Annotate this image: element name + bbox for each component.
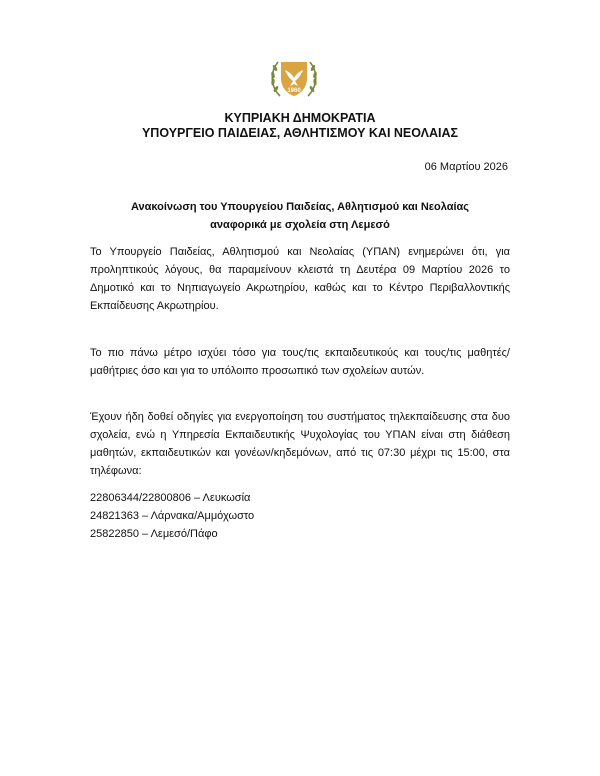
- header-ministry: ΥΠΟΥΡΓΕΙΟ ΠΑΙΔΕΙΑΣ, ΑΘΛΗΤΙΣΜΟΥ ΚΑΙ ΝΕΟΛΑΙΑΣ: [141, 126, 459, 140]
- subject-line-1: Ανακοίνωση του Υπουργείου Παιδείας, Αθλητισμού και Νεολαίας: [130, 201, 470, 213]
- document-date: 06 Μαρτίου 2026: [424, 161, 508, 173]
- phone-item-limassol: 25822850 – Λεμεσό/Πάφο: [90, 528, 218, 540]
- phone-item-nicosia: 22806344/22800806 – Λευκωσία: [90, 492, 251, 504]
- document-subject: [90, 198, 510, 234]
- header-country: ΚΥΠΡΙΑΚΗ ΔΗΜΟΚΡΑΤΙΑ: [224, 111, 376, 125]
- document-header: [90, 111, 510, 141]
- paragraph-2: Το πιο πάνω μέτρο ισχύει τόσο για τους/τις εκπαιδευτικούς και τους/τις μαθητές/μαθήτριες όσο και για το υπόλοιπο προσωπικό των σχολείων αυτών.: [90, 347, 510, 377]
- coat-of-arms-icon: [266, 56, 322, 100]
- paragraph-3: Έχουν ήδη δοθεί οδηγίες για ενεργοποίηση του συστήματος τηλεκπαίδευσης στα δυο σχολεία, ενώ η Υπηρεσία Εκπαιδευτικής Ψυχολογίας του ΥΠΑΝ είναι στη διάθεση μαθητών, εκπαιδευτικών και γονέων/κηδεμόνων, από τις 07:30 μέχρι τις 15:00, στα τηλέφωνα:: [90, 411, 510, 477]
- paragraph-1: Το Υπουργείο Παιδείας, Αθλητισμού και Νεολαίας (ΥΠΑΝ) ενημερώνει ότι, για προληπτικούς λόγους, θα παραμείνουν κλειστά τη Δευτέρα 09 Μαρτίου 2026 το Δημοτικό και το Νηπιαγωγείο Ακρωτηρίου, καθώς και το Κέντρο Περιβαλλοντικής Εκπαίδευσης Ακρωτηρίου.: [90, 246, 510, 312]
- subject-line-2: αναφορικά με σχολεία στη Λεμεσό: [210, 219, 390, 231]
- svg-text:1960: 1960: [287, 88, 301, 94]
- phone-list: [90, 489, 254, 543]
- phone-item-larnaca: 24821363 – Λάρνακα/Αμμόχωστο: [90, 510, 255, 522]
